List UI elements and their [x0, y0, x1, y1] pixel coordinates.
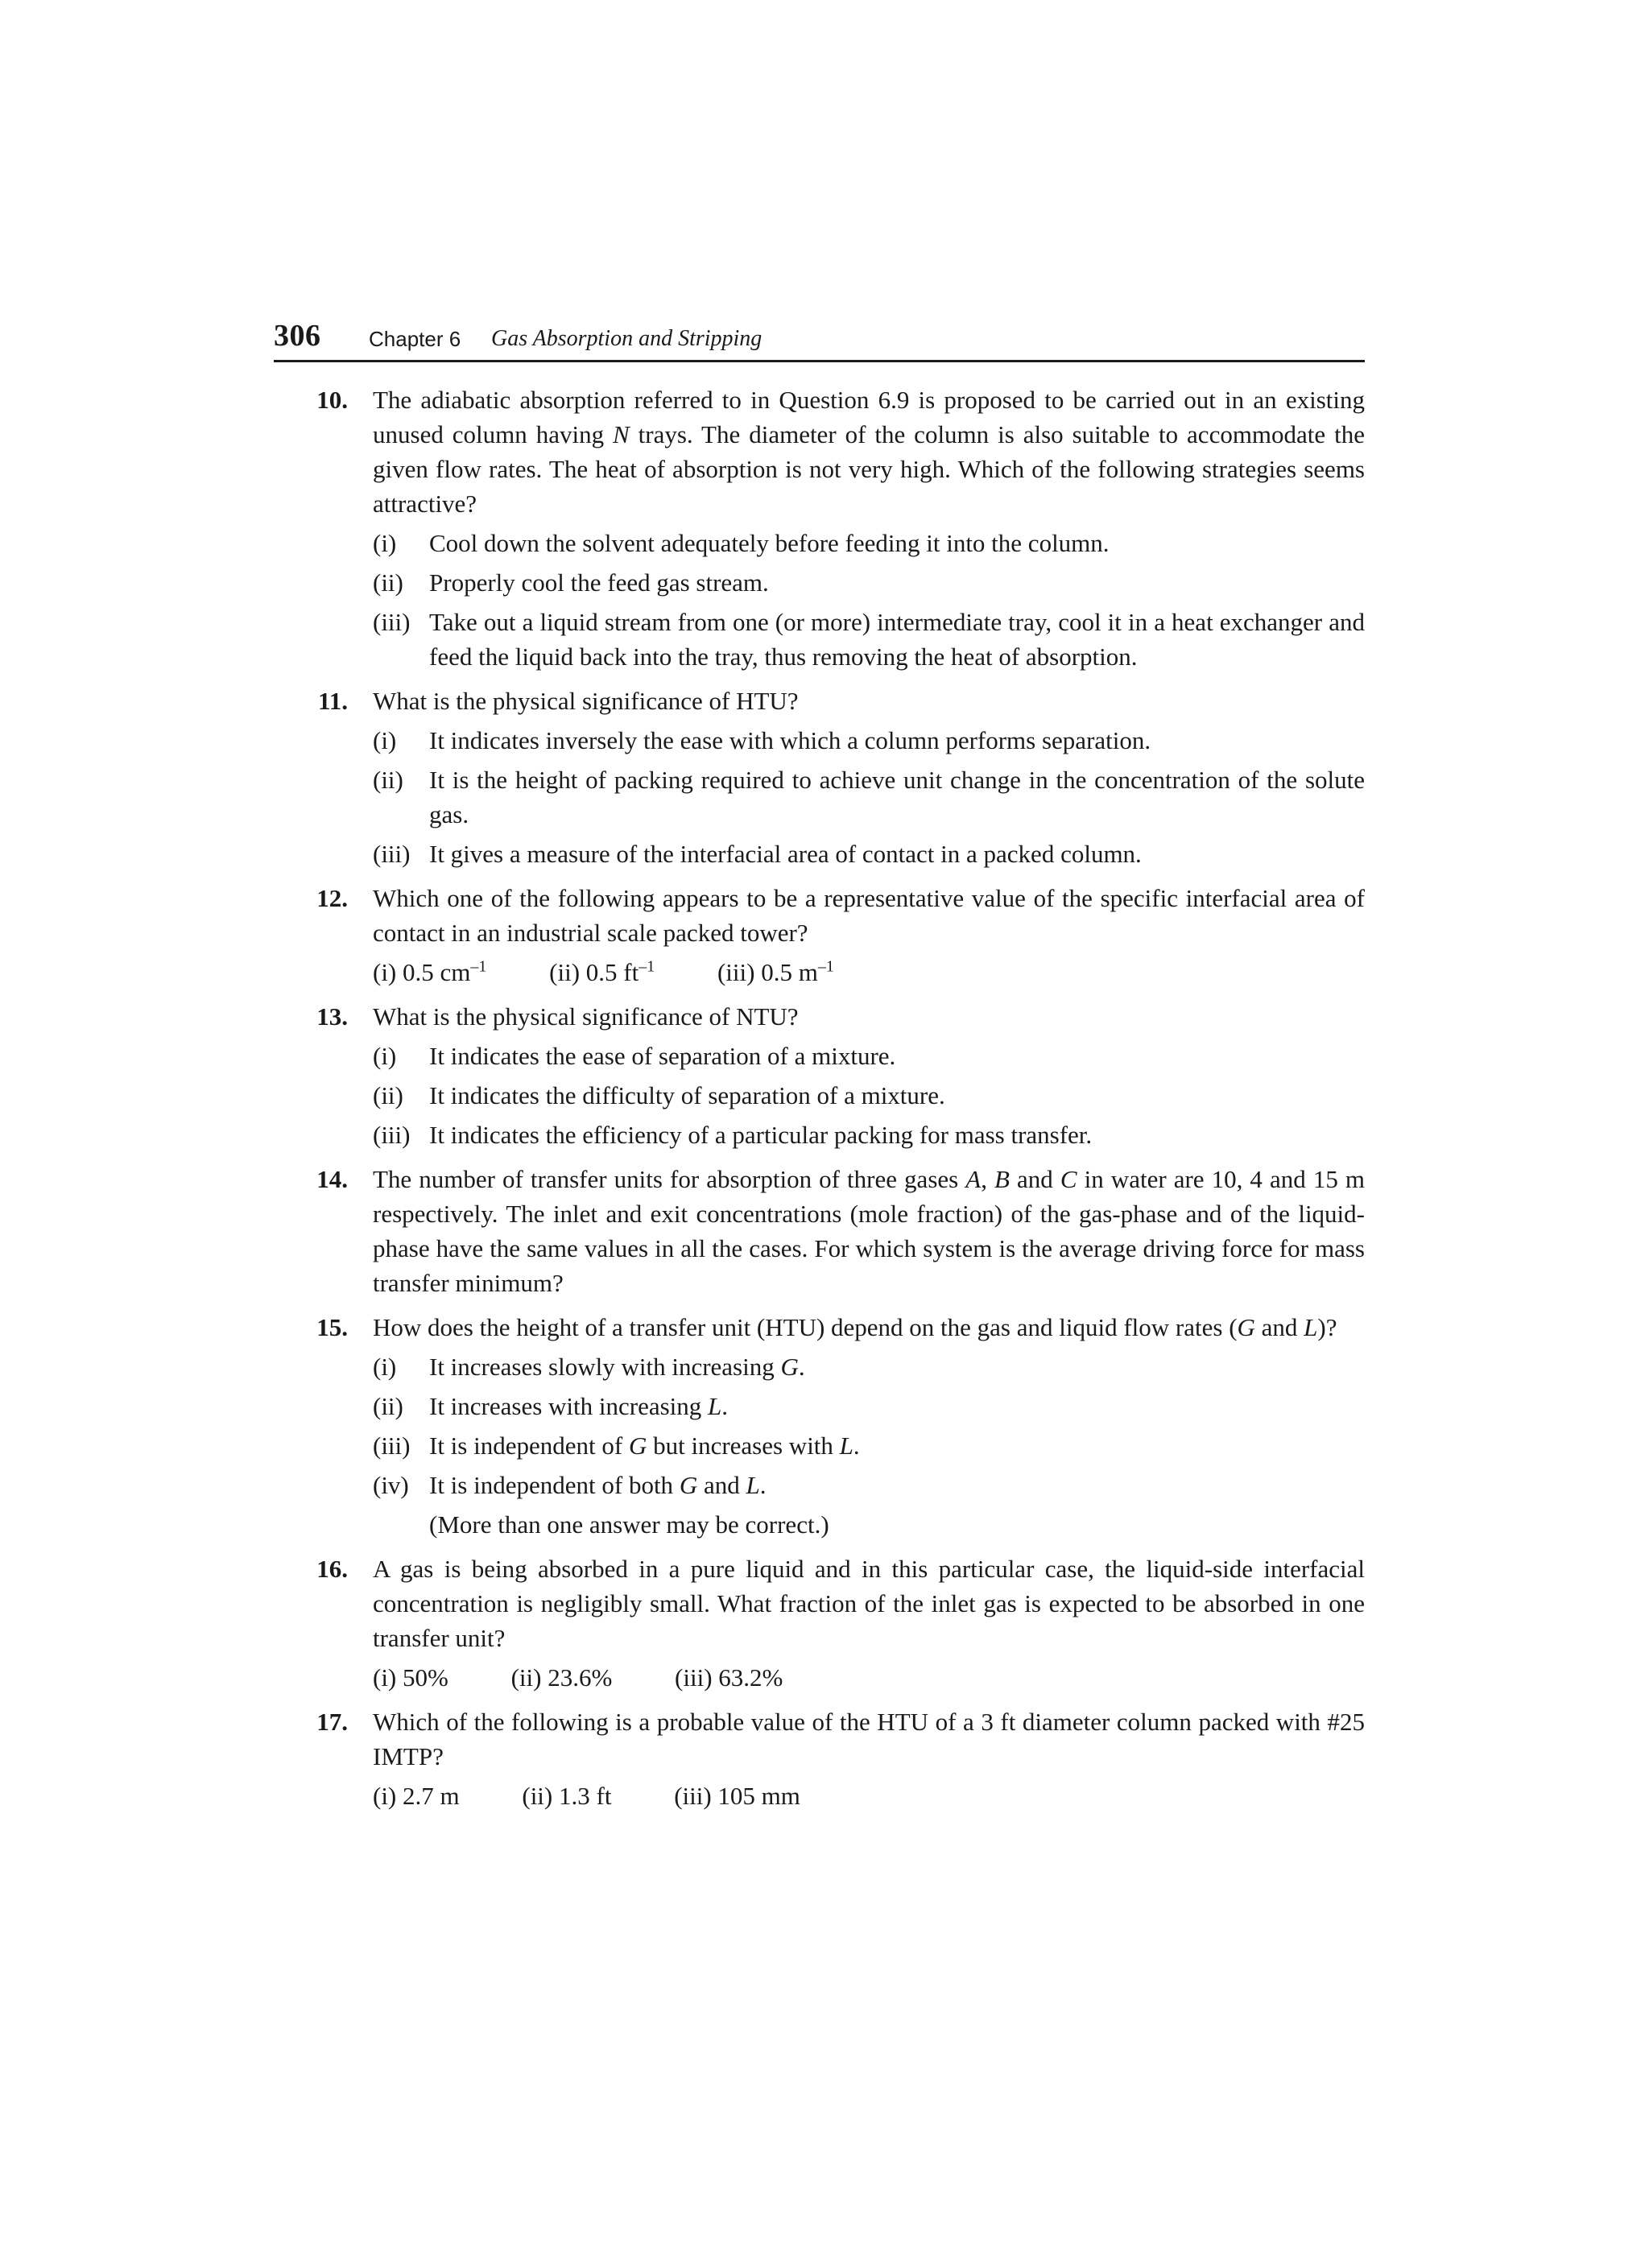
option-item: (iii) It indicates the efficiency of a particular packing for mass transfer.	[373, 1121, 1093, 1149]
option-item: (i) It increases slowly with increasing G.	[373, 1353, 805, 1381]
option-item: (ii) 23.6%	[510, 1663, 613, 1692]
chapter-label: Chapter 6	[369, 327, 461, 351]
question-number: 14.	[316, 1165, 348, 1193]
chapter-title: Gas Absorption and Stripping	[491, 326, 763, 351]
option-item: (i) It indicates inversely the ease with which a column performs separation.	[373, 726, 1151, 754]
option-item: (ii) Properly cool the feed gas stream.	[373, 568, 769, 597]
option-item: (iii) It gives a measure of the interfacial area of contact in a packed column.	[373, 840, 1142, 868]
question-number: 12.	[316, 884, 348, 912]
question-text: Which one of the following appears to be a representative value of the specific interfacial area of contact in an industrial scale packed tower?	[373, 884, 1365, 947]
option-list	[373, 1349, 1365, 1502]
question-14	[274, 1162, 1365, 1300]
running-header	[274, 318, 1365, 362]
option-item: (iii) 0.5 $m^{-1}$	[717, 957, 834, 986]
option-item: (ii) It increases with increasing L.	[373, 1392, 729, 1420]
question-number: 16.	[316, 1555, 348, 1583]
option-item: (iii) 105 mm	[674, 1782, 800, 1810]
option-item: (ii) It indicates the difficulty of separation of a mixture.	[373, 1081, 945, 1109]
option-item: (i) Cool down the solvent adequately before feeding it into the column.	[373, 529, 1110, 557]
question-text: A gas is being absorbed in a pure liquid and in this particular case, the liquid-side interfacial concentration is negligibly small. What fraction of the inlet gas is expected to be absorbed in one transfer unit?	[373, 1555, 1365, 1652]
answer-note: (More than one answer may be correct.)	[429, 1510, 829, 1539]
question-17	[274, 1704, 1365, 1813]
option-item: (ii) 0.5 $ft^{-1}$	[549, 957, 655, 986]
option-item: (iii) 63.2%	[675, 1663, 783, 1692]
question-16	[274, 1551, 1365, 1695]
option-item: (i) 2.7 m	[373, 1782, 460, 1810]
question-text: The adiabatic absorption referred to in Question 6.9 is proposed to be carried out in an existing unused column having N trays. The diameter of the column is also suitable to accommodate the given flow rates. The heat of absorption is not very high. Which of the following strategies seems attractive?	[373, 386, 1365, 518]
question-11	[274, 684, 1365, 871]
question-text: What is the physical significance of HTU?	[373, 687, 799, 715]
inline-option-list	[373, 955, 1365, 989]
option-item: (ii) 1.3 ft	[522, 1782, 612, 1810]
question-number: 10.	[316, 386, 348, 414]
option-item: (i) It indicates the ease of separation of a mixture.	[373, 1042, 896, 1070]
question-10	[274, 382, 1365, 674]
option-list	[373, 1039, 1365, 1152]
question-text: How does the height of a transfer unit (HTU) depend on the gas and liquid flow rates (G and L)?	[373, 1313, 1337, 1341]
option-item: (iv) It is independent of both G and L.	[373, 1471, 767, 1499]
question-text: Which of the following is a probable value of the HTU of a 3 ft diameter column packed with #25 IMTP?	[373, 1708, 1365, 1770]
option-list	[373, 526, 1365, 674]
question-text: What is the physical significance of NTU?	[373, 1002, 799, 1031]
page-number: 306	[274, 319, 321, 353]
question-number: 17.	[316, 1708, 348, 1736]
question-15	[274, 1310, 1365, 1542]
question-list	[274, 382, 1365, 1823]
question-text: The number of transfer units for absorption of three gases A, B and C in water are 10, 4 and 15 m respectively. The inlet and exit concentrations (mole fraction) of the gas-phase and of the liquid-phase have the same values in all the cases. For which system is the average driving force for mass transfer minimum?	[373, 1165, 1366, 1297]
question-13	[274, 999, 1365, 1152]
option-list	[373, 723, 1365, 871]
option-item: (iii) Take out a liquid stream from one (or more) intermediate tray, cool it in a heat exchanger and feed the liquid back into the tray, thus removing the heat of absorption.	[373, 608, 1365, 671]
question-number: 15.	[316, 1313, 348, 1341]
question-number: 13.	[316, 1002, 348, 1031]
option-item: (i) 0.5 $cm^{-1}$	[373, 957, 487, 986]
inline-option-list	[373, 1778, 1365, 1813]
option-item: (i) 50%	[373, 1663, 448, 1692]
option-item: (ii) It is the height of packing required to achieve unit change in the concentration of the solute gas.	[373, 766, 1365, 828]
question-number: 11.	[317, 687, 348, 715]
option-item: (iii) It is independent of G but increases with L.	[373, 1431, 860, 1460]
inline-option-list	[373, 1660, 1365, 1695]
question-12	[274, 881, 1365, 989]
